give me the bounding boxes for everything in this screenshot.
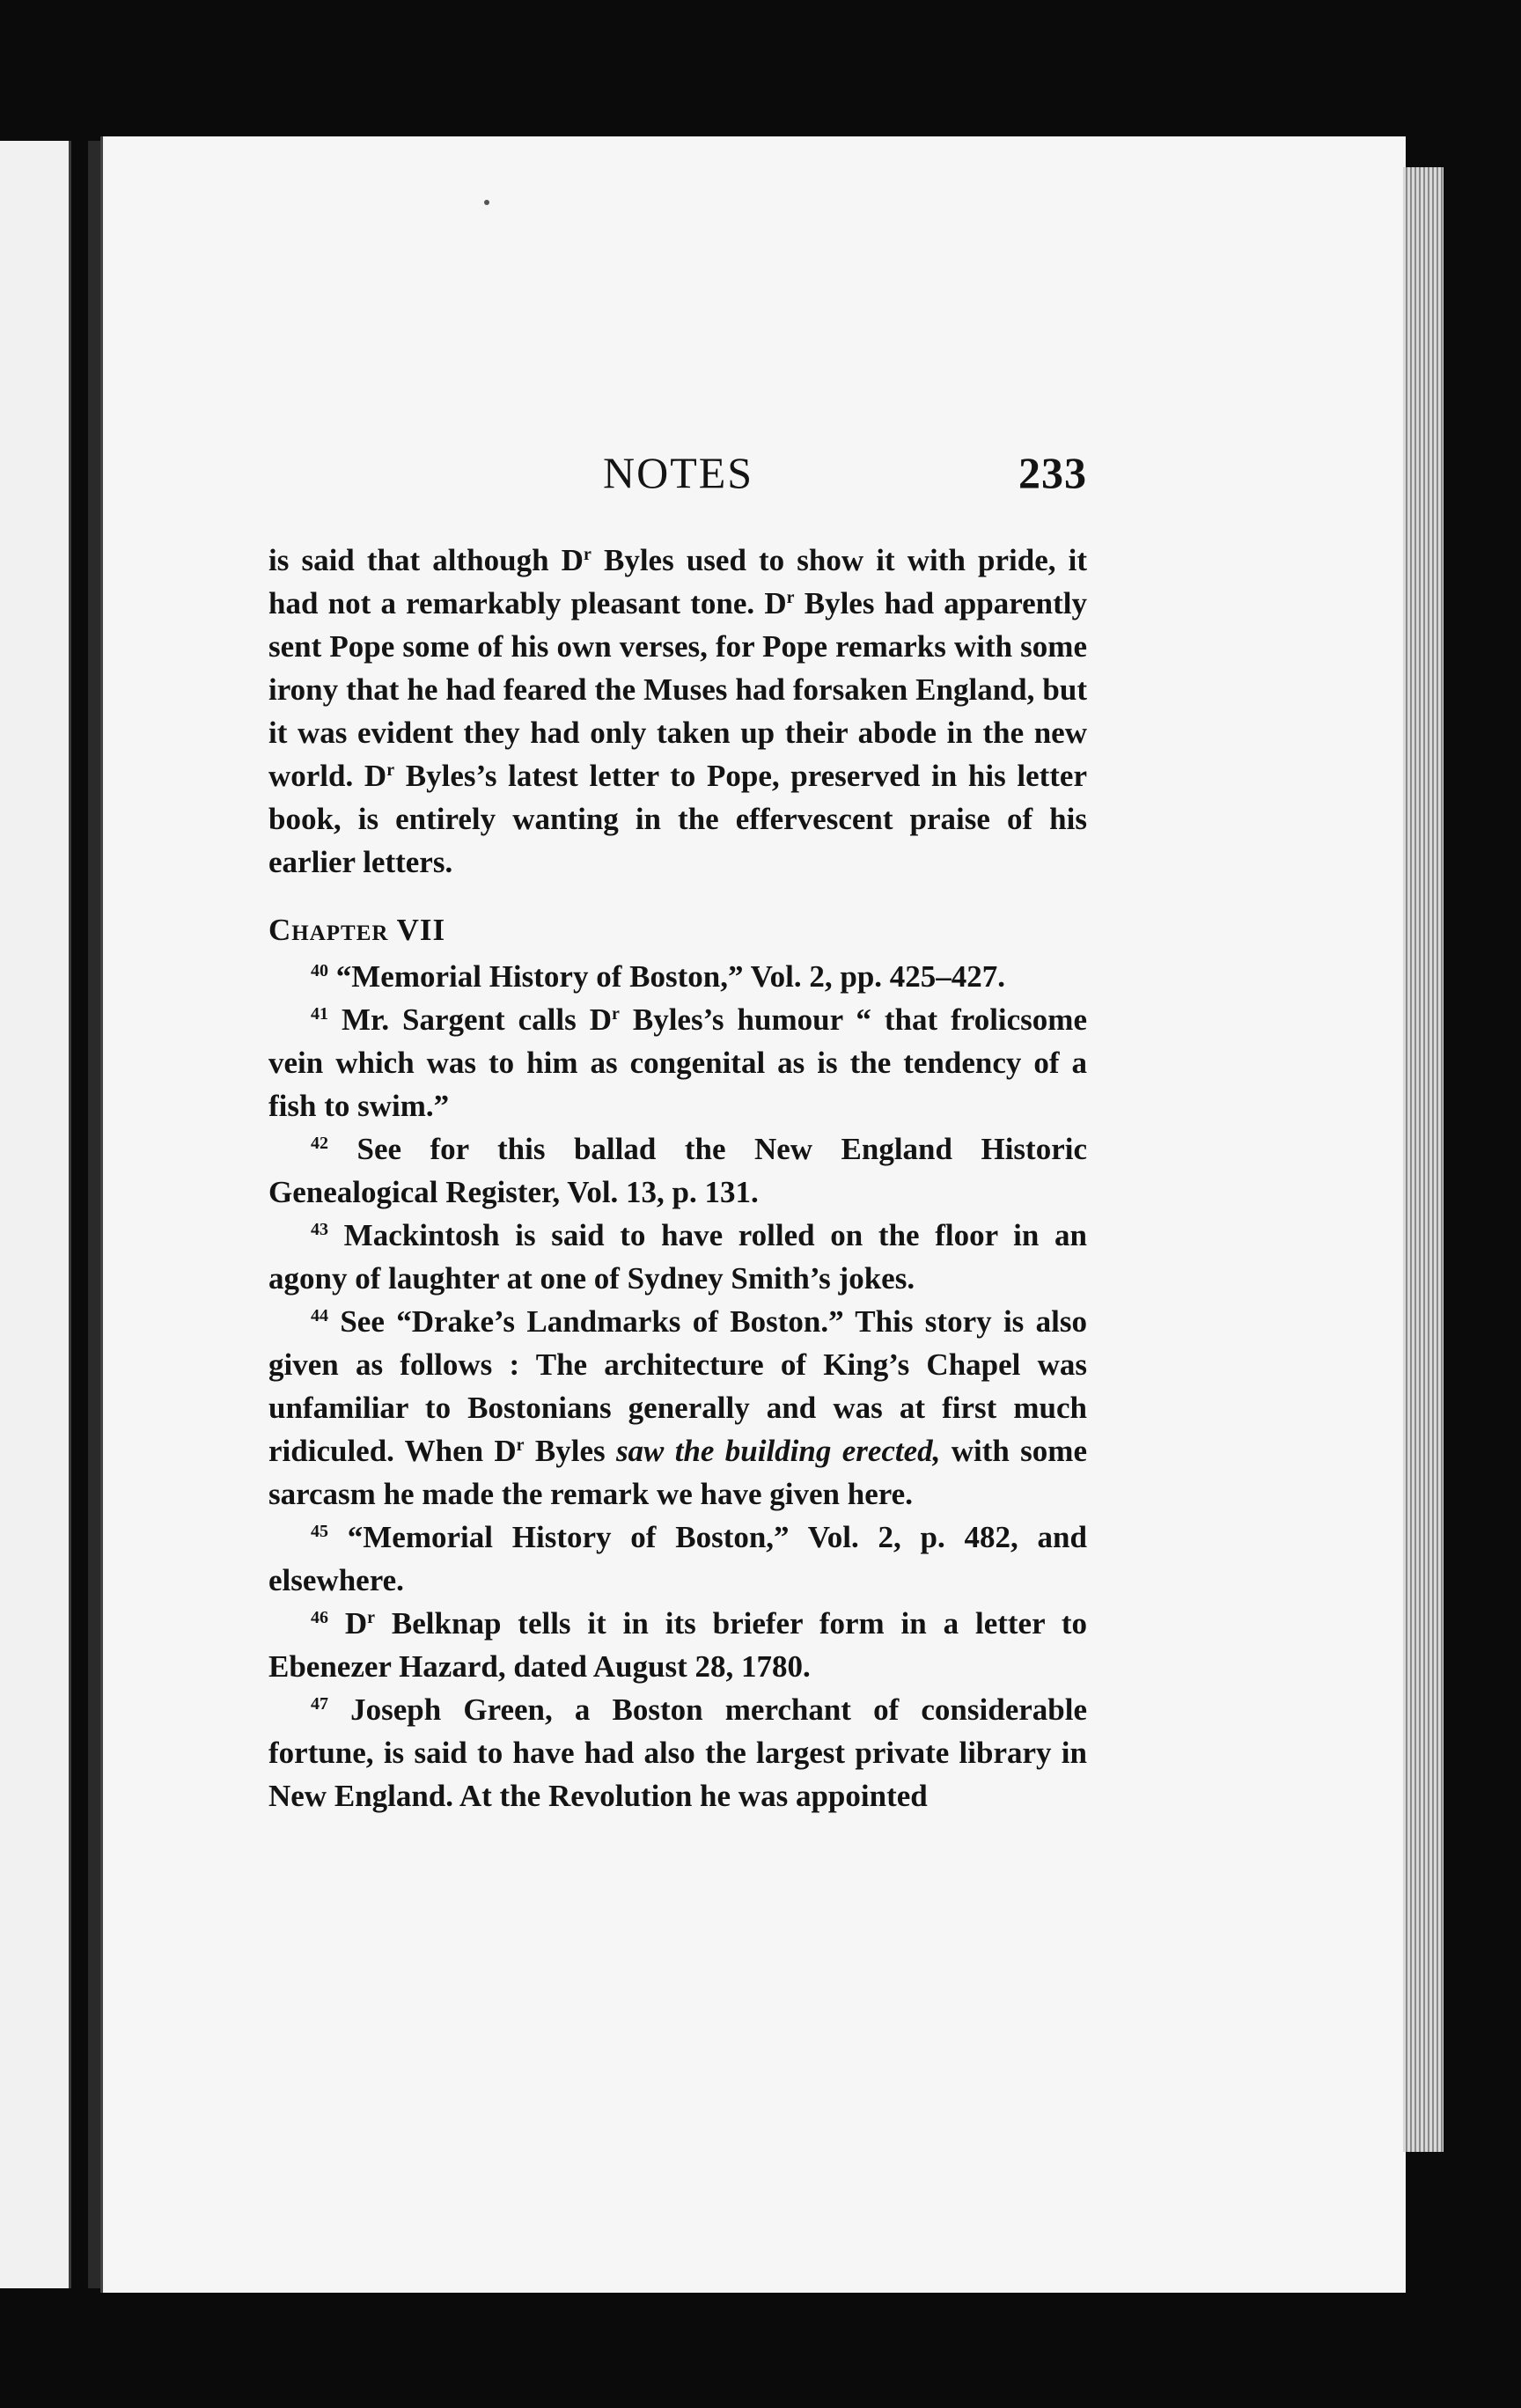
note-number: 43 — [311, 1220, 328, 1239]
note-text: See for this ballad the New England Historic Genealogical Register, Vol. 13, p. 131. — [268, 1132, 1087, 1209]
note-text: Byles’s humour “ that frolicsome vein which was to him as congenital as is the tendency of a fish to swim.” — [268, 1002, 1087, 1123]
note-44 — [268, 1300, 1087, 1516]
continued-paragraph — [268, 539, 1087, 884]
note-number: 42 — [311, 1134, 328, 1153]
note-42 — [268, 1127, 1087, 1214]
note-43 — [268, 1214, 1087, 1300]
superscript: r — [367, 1608, 376, 1627]
note-number: 41 — [311, 1004, 328, 1024]
note-text: Joseph Green, a Boston merchant of considerable fortune, is said to have had also the largest private library in New England. At the Revolution he was appointed — [268, 1692, 1087, 1813]
running-head — [268, 447, 1087, 500]
page-block-edge — [1403, 167, 1444, 2152]
note-46 — [268, 1602, 1087, 1688]
note-number: 45 — [311, 1522, 328, 1541]
page-text — [268, 539, 1087, 1817]
running-title: NOTES — [603, 448, 754, 497]
text-run: Byles used to show it with pride, it had not a remarkably pleasant tone. D — [268, 543, 1087, 620]
note-number: 47 — [311, 1694, 328, 1714]
note-number: 44 — [311, 1306, 328, 1325]
note-text: with some sarcasm he made the remark we have given here. — [268, 1434, 1087, 1511]
note-40 — [268, 955, 1087, 998]
text-run: is said that although D — [268, 543, 584, 577]
superscript: r — [583, 545, 592, 564]
text-run: Byles’s latest letter to Pope, preserved in his letter book, is entirely wanting in the effervescent praise of his earlier letters. — [268, 759, 1087, 879]
note-text: “Memorial History of Boston,” Vol. 2, pp. 425–427. — [328, 959, 1006, 994]
superscript: r — [516, 1435, 525, 1455]
superscript: r — [386, 760, 395, 780]
note-47 — [268, 1688, 1087, 1817]
note-number: 40 — [311, 961, 328, 980]
book-gutter — [88, 141, 100, 2288]
note-45 — [268, 1516, 1087, 1602]
facing-page-edge — [0, 141, 71, 2288]
text-run: Byles had apparently sent Pope some of his own verses, for Pope remarks with some irony that he had feared the Muses had forsaken England, but it was evident they had only taken up their abode in the new world. D — [268, 586, 1087, 793]
chapter-heading: Chapter VII — [268, 913, 446, 947]
superscript: r — [786, 588, 795, 607]
note-41 — [268, 998, 1087, 1127]
note-text: See “Drake’s Landmarks of Boston.” This story is also given as follows : The architecture of King’s Chapel was unfamiliar to Bostonians generally and was at first much ridiculed. When D — [268, 1304, 1087, 1468]
note-text: “Memorial History of Boston,” Vol. 2, p. 482, and elsewhere. — [268, 1520, 1087, 1597]
note-number: 46 — [311, 1608, 328, 1627]
note-text: Mr. Sargent calls D — [328, 1002, 612, 1037]
note-text: Byles — [524, 1434, 616, 1468]
note-text: Belknap tells it in its briefer form in a letter to Ebenezer Hazard, dated August 28, 1780. — [268, 1606, 1088, 1684]
superscript: r — [612, 1004, 620, 1024]
dust-speck — [484, 200, 489, 205]
note-text: Mackintosh is said to have rolled on the floor in an agony of laughter at one of Sydney Smith’s jokes. — [268, 1218, 1087, 1296]
italic-text: saw the building erected, — [615, 1434, 941, 1468]
note-text: D — [328, 1606, 368, 1641]
page-number: 233 — [1018, 448, 1087, 497]
